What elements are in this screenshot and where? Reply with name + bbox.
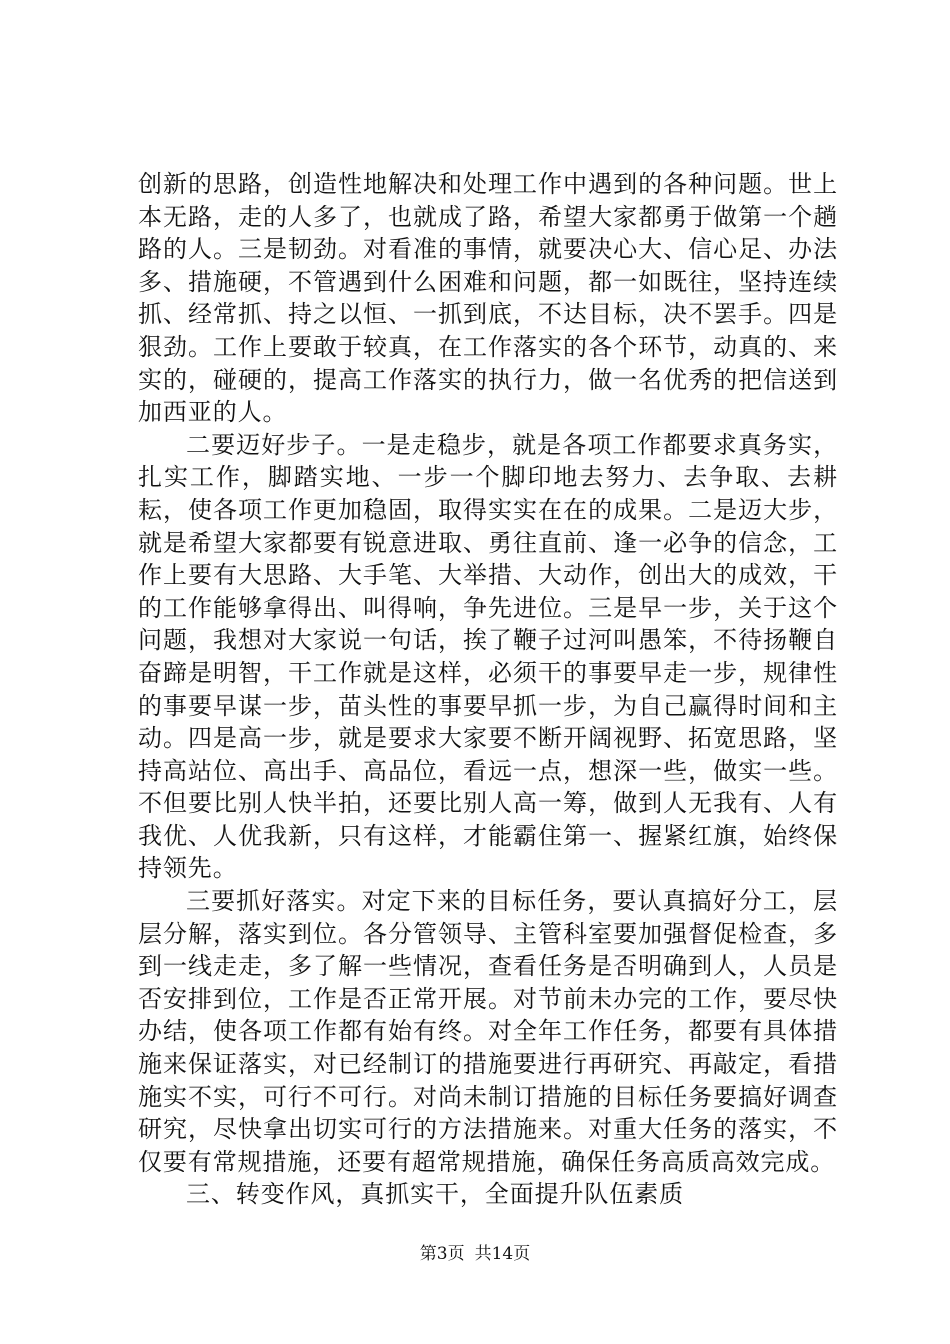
document-body bbox=[138, 168, 838, 1211]
page-number: 第3页 bbox=[419, 1244, 465, 1264]
page-footer bbox=[0, 1242, 950, 1266]
section-heading: 三、转变作风，真抓实干，全面提升队伍素质 bbox=[186, 1180, 684, 1209]
paragraph-3: 三要抓好落实。对定下来的目标任务，要认真搞好分工，层层分解，落实到位。各分管领导、主管科室要加强督促检查，多到一线走走，多了解一些情况，查看任务是否明确到人，人员是否安排到位，工作是否正常开展。对节前未办完的工作，要尽快办结，使各项工作都有始有终。对全年工作任务，都要有具体措施来保证落实，对已经制订的措施要进行再研究、再敲定，看措施实不实，可行不可行。对尚未制订措施的目标任务要搞好调查研究，尽快拿出切实可行的方法措施来。对重大任务的落实，不仅要有常规措施，还要有超常规措施，确保任务高质高效完成。 bbox=[138, 887, 838, 1176]
paragraph-1: 创新的思路，创造性地解决和处理工作中遇到的各种问题。世上本无路，走的人多了，也就成了路，希望大家都勇于做第一个趟路的人。三是韧劲。对看准的事情，就要决心大、信心足、办法多、措施硬，不管遇到什么困难和问题，都一如既往，坚持连续抓、经常抓、持之以恒、一抓到底，不达目标，决不罢手。四是狠劲。工作上要敢于较真，在工作落实的各个环节，动真的、来实的，碰硬的，提高工作落实的执行力，做一名优秀的把信送到加西亚的人。 bbox=[138, 170, 838, 427]
paragraph-2: 二要迈好步子。一是走稳步，就是各项工作都要求真务实，扎实工作，脚踏实地、一步一个脚印地去努力、去争取、去耕耘，使各项工作更加稳固，取得实实在在的成果。二是迈大步，就是希望大家都要有锐意进取、勇往直前、逢一必争的信念，工作上要有大思路、大手笔、大举措、大动作，创出大的成效，干的工作能够拿得出、叫得响，争先进位。三是早一步，关于这个问题，我想对大家说一句话，挨了鞭子过河叫愚笨，不待扬鞭自奋蹄是明智，干工作就是这样，必须干的事要早走一步，规律性的事要早谋一步，苗头性的事要早抓一步，为自己赢得时间和主动。四是高一步，就是要求大家要不断开阔视野、拓宽思路，坚持高站位、高出手、高品位，看远一点，想深一些，做实一些。不但要比别人快半拍，还要比别人高一筹，做到人无我有、人有我优、人优我新，只有这样，才能霸住第一、握紧红旗，始终保持领先。 bbox=[138, 430, 838, 883]
page-total: 共14页 bbox=[474, 1244, 531, 1264]
